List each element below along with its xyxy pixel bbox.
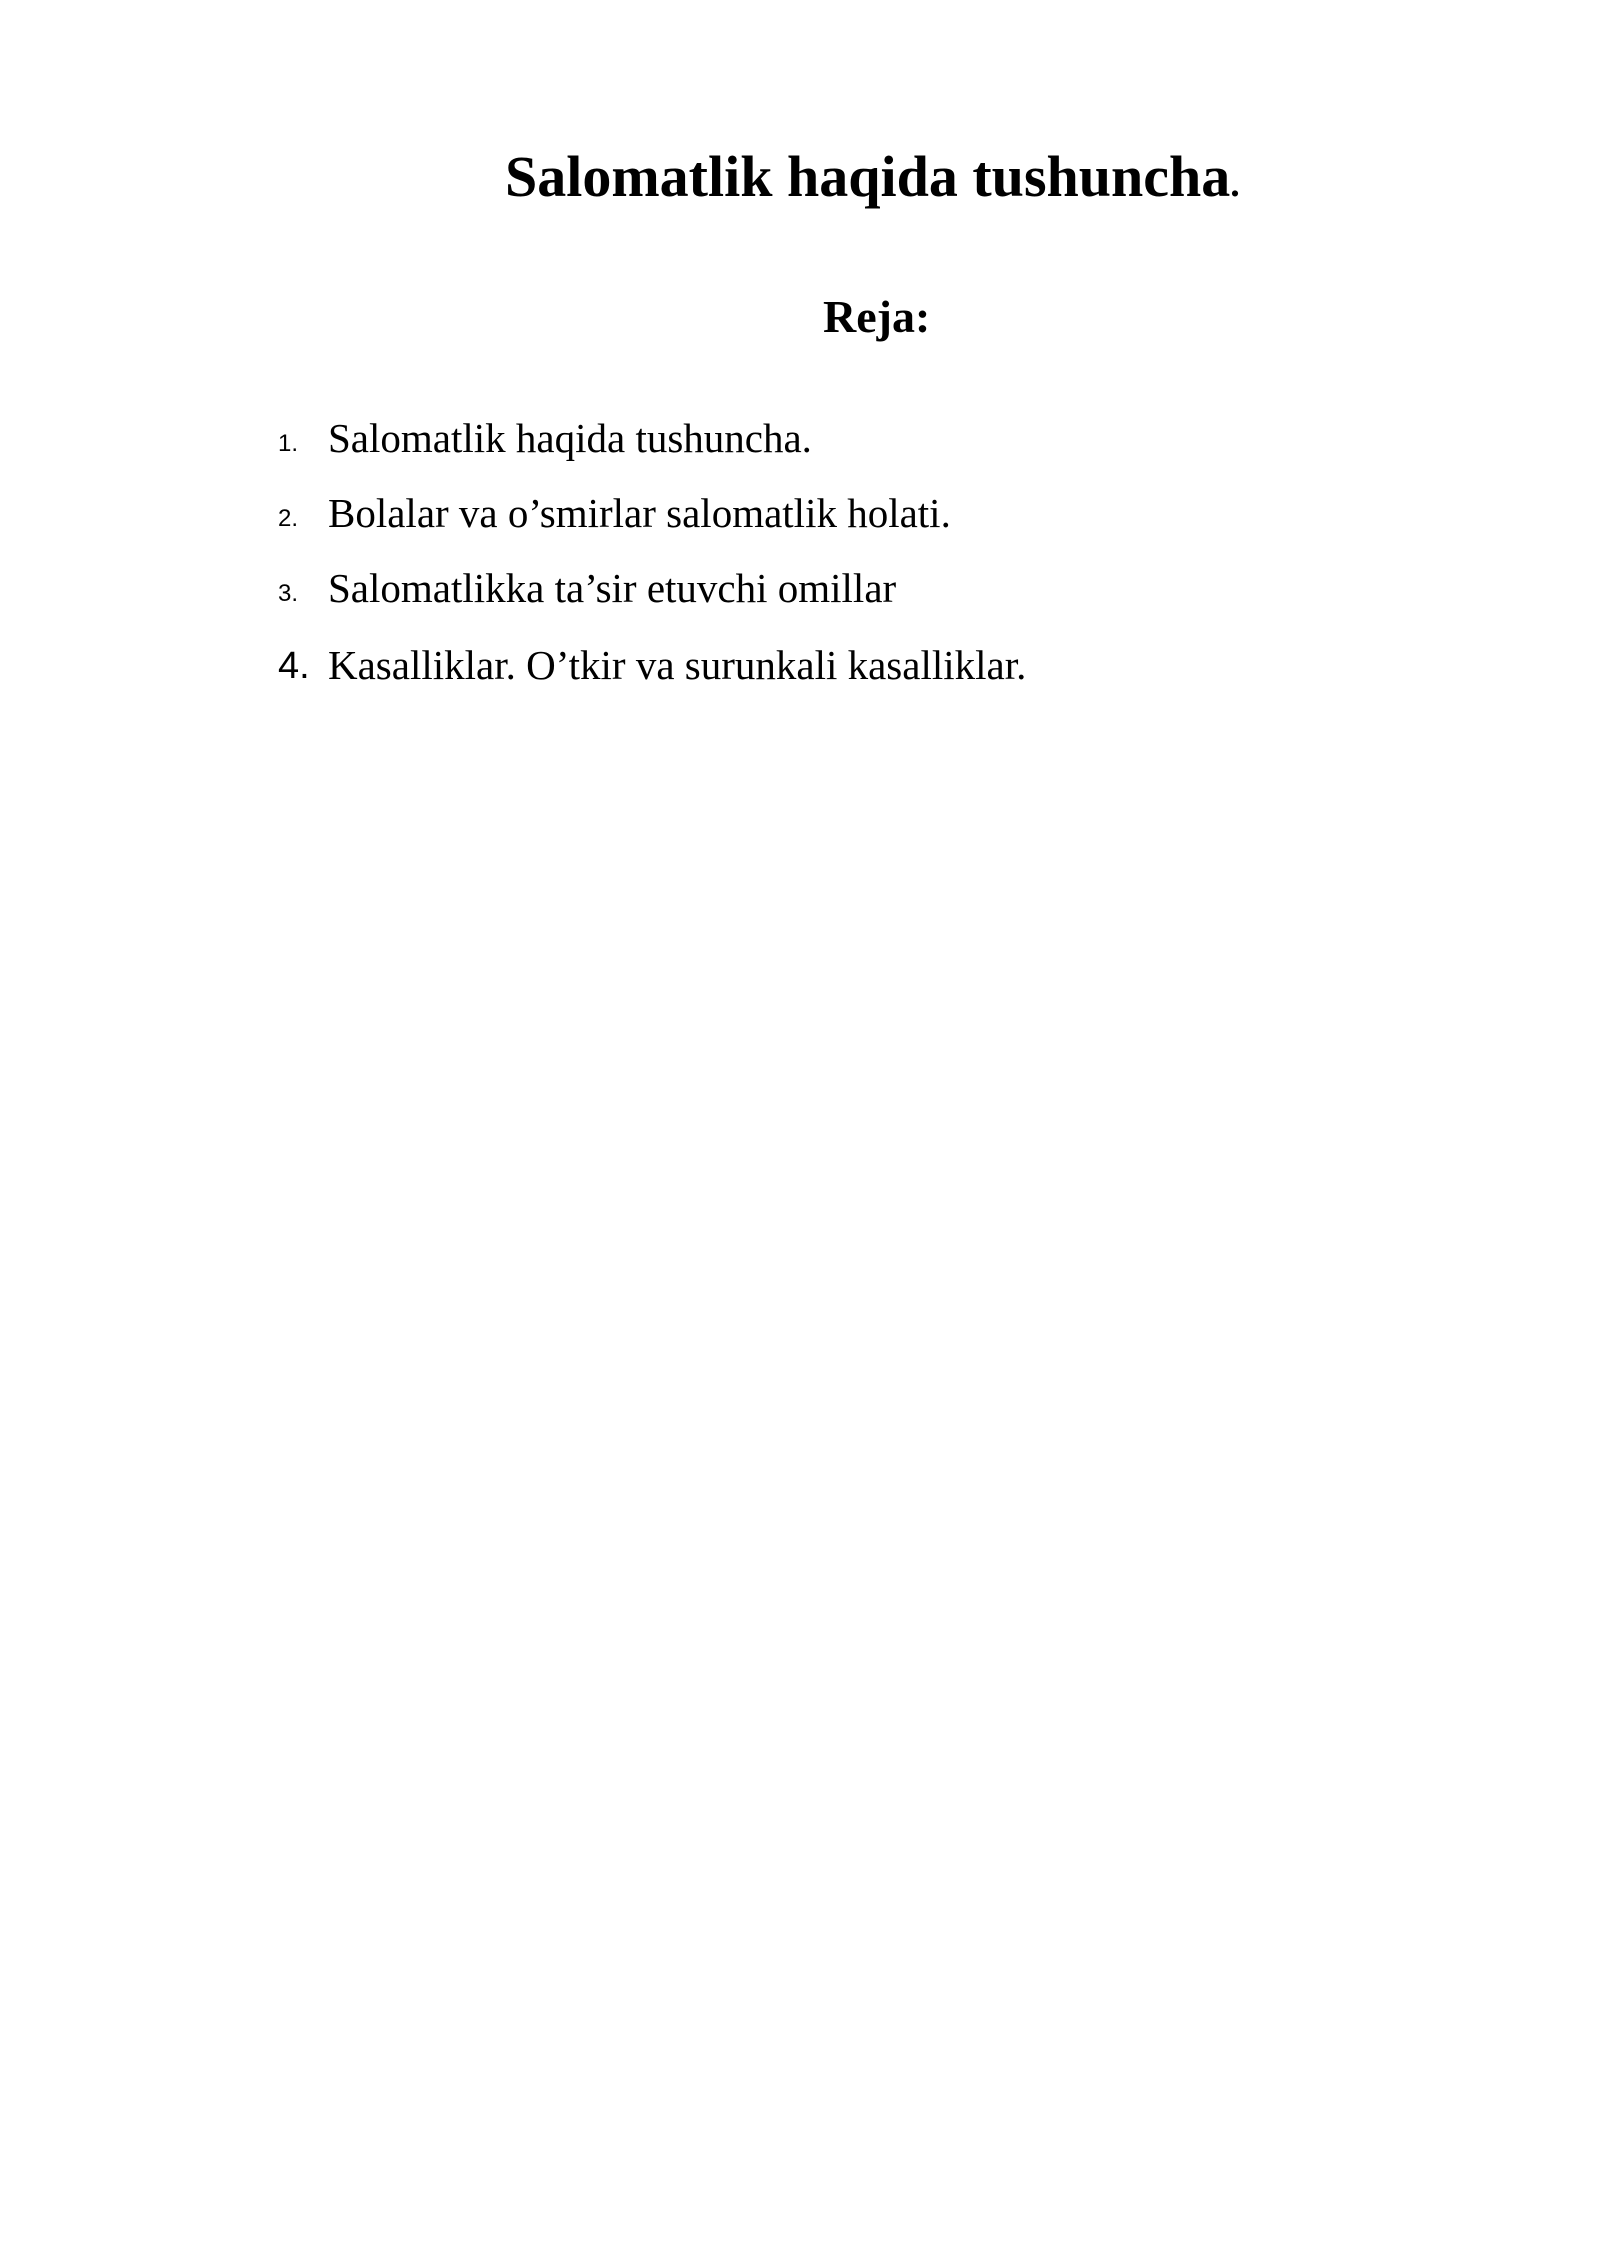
page-title: [505, 144, 1240, 209]
plan-item-text: Kasalliklar. O’tkir va surunkali kasalliklar.: [328, 642, 1027, 688]
page-title-text: Salomatlik haqida tushuncha: [505, 144, 1231, 209]
plan-item-number: 3.: [278, 580, 299, 607]
plan-item-number: 4.: [278, 645, 310, 687]
plan-heading: Reja:: [823, 291, 931, 342]
plan-item-number: 2.: [278, 505, 299, 532]
plan-item-number: 1.: [278, 430, 299, 457]
plan-item-text: Salomatlik haqida tushuncha.: [328, 415, 812, 461]
plan-item-text: Bolalar va o’smirlar salomatlik holati.: [328, 490, 951, 536]
page-title-dot: .: [1230, 163, 1240, 205]
plan-item-text: Salomatlikka ta’sir etuvchi omillar: [328, 565, 897, 611]
